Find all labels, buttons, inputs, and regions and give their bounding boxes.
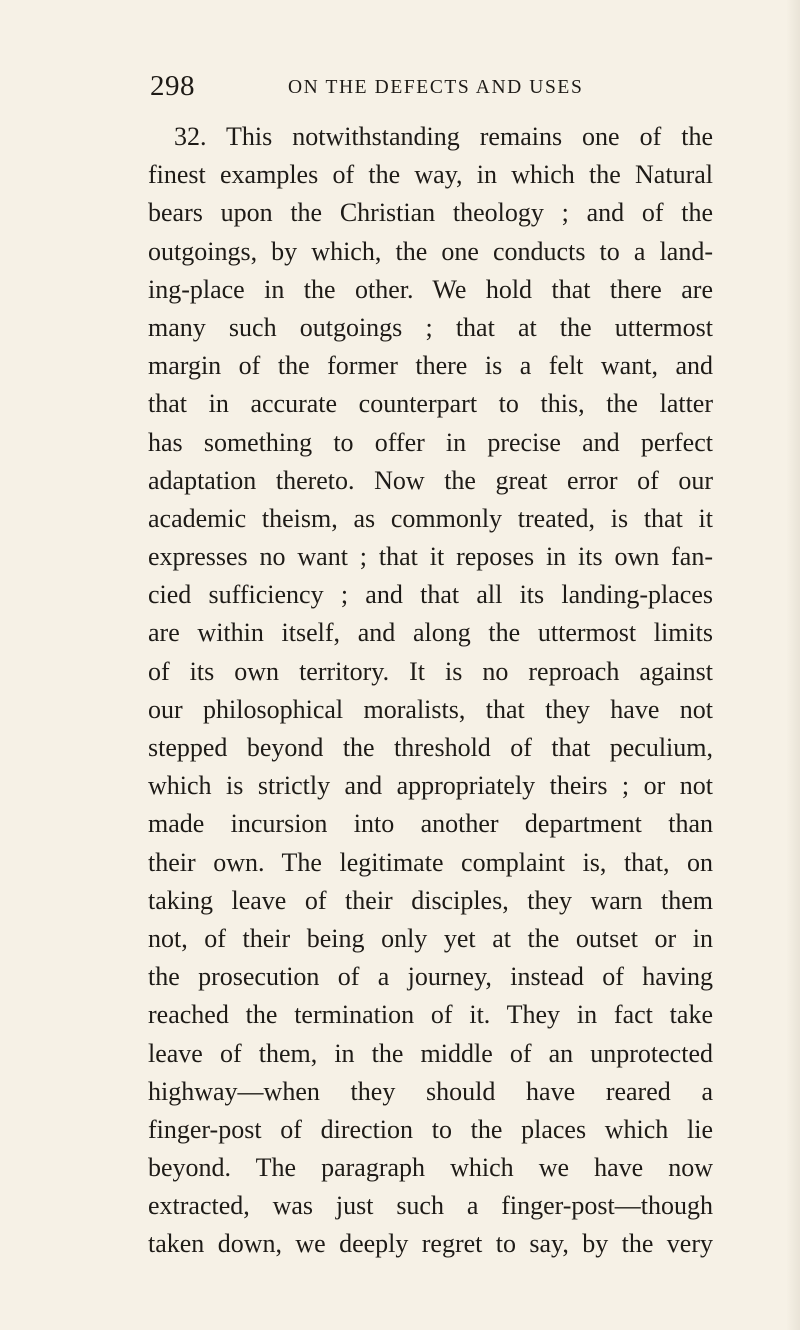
text-line: that in accurate counterpart to this, the latter (148, 389, 713, 419)
text-line: taking leave of their disciples, they warn them (148, 885, 713, 915)
text-line: academic theism, as commonly treated, is that it (148, 503, 713, 533)
text-line: not, of their being only yet at the outset or in (148, 923, 713, 953)
text-line: of its own territory. It is no reproach against (148, 656, 713, 686)
text-line: expresses no want ; that it reposes in its own fan- (148, 542, 713, 572)
text-line: are within itself, and along the uttermost limits (148, 618, 713, 648)
body-text (148, 118, 713, 1264)
page-header (150, 70, 710, 110)
text-line: the prosecution of a journey, instead of having (148, 962, 713, 992)
text-line: finest examples of the way, in which the Natural (148, 160, 713, 190)
text-line: their own. The legitimate complaint is, that, on (148, 847, 713, 877)
text-line: beyond. The paragraph which we have now (148, 1153, 713, 1183)
text-line: bears upon the Christian theology ; and of the (148, 198, 713, 228)
text-line: finger-post of direction to the places which lie (148, 1114, 713, 1144)
text-line: reached the termination of it. They in fact take (148, 1000, 713, 1030)
page-number: 298 (150, 70, 195, 102)
text-line: margin of the former there is a felt want, and (148, 351, 713, 381)
page-edge-shadow (786, 0, 800, 1330)
text-line: adaptation thereto. Now the great error of our (148, 465, 713, 495)
text-line: highway—when they should have reared a (148, 1076, 713, 1106)
text-line: taken down, we deeply regret to say, by the very (148, 1229, 713, 1259)
text-line: has something to offer in precise and perfect (148, 427, 713, 457)
text-line: outgoings, by which, the one conducts to a land- (148, 236, 713, 266)
text-line: 32. This notwithstanding remains one of the (174, 122, 713, 151)
text-line: many such outgoings ; that at the uttermost (148, 312, 713, 342)
text-line: made incursion into another department than (148, 809, 713, 839)
text-line: stepped beyond the threshold of that peculium, (148, 733, 713, 762)
text-line: extracted, was just such a finger-post—though (148, 1191, 713, 1221)
text-line: which is strictly and appropriately theirs ; or not (148, 771, 713, 801)
text-line: ing-place in the other. We hold that there are (148, 274, 713, 304)
text-line: leave of them, in the middle of an unprotected (148, 1038, 713, 1068)
text-line: cied sufficiency ; and that all its landing-places (148, 580, 713, 610)
text-line: our philosophical moralists, that they have not (148, 694, 713, 724)
running-head: ON THE DEFECTS AND USES (288, 77, 584, 98)
